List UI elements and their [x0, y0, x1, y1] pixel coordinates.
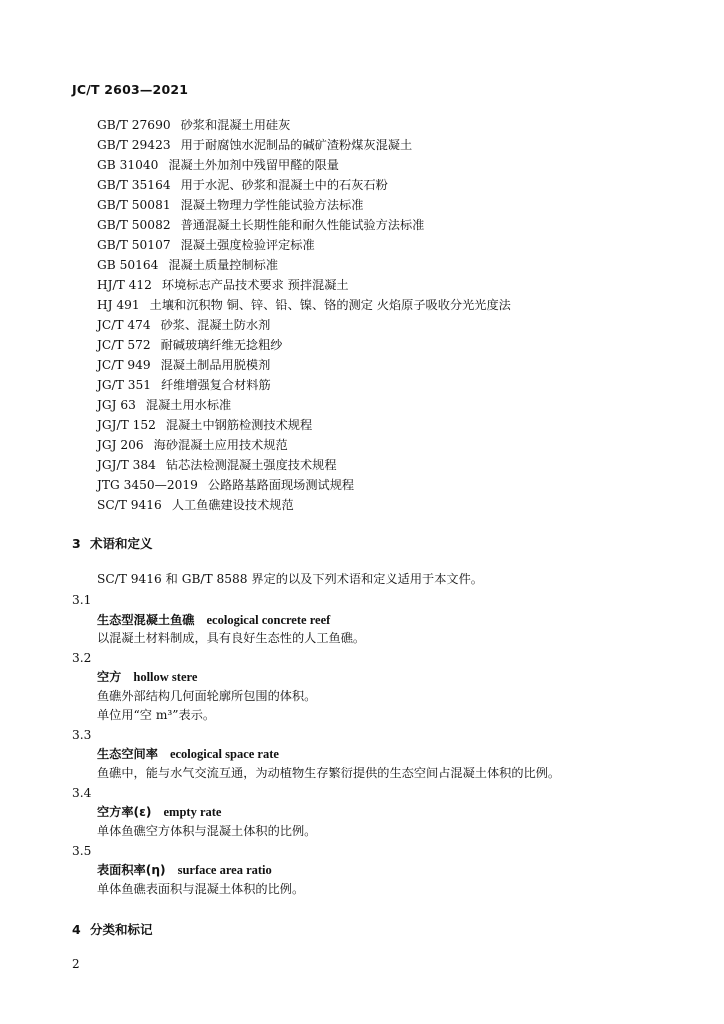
reference-item: [97, 357, 270, 373]
reference-item: [97, 197, 363, 213]
term-en: surface area ratio: [177, 863, 272, 877]
document-code-header: JC/T 2603—2021: [72, 82, 189, 97]
reference-title: 纤维增强复合材料筋: [161, 378, 271, 392]
term-zh: 表面积率(η): [97, 863, 166, 877]
reference-item: [97, 157, 339, 173]
term-zh: 生态空间率: [97, 747, 158, 761]
reference-item: [97, 397, 231, 413]
reference-title: 砂浆和混凝土用硅灰: [180, 118, 291, 132]
reference-item: [97, 297, 511, 313]
term-en: empty rate: [163, 805, 222, 819]
reference-item: [97, 437, 288, 453]
term-heading: [97, 612, 330, 628]
term-heading: [97, 862, 272, 878]
term-en: ecological space rate: [169, 747, 279, 761]
reference-item: [97, 477, 354, 493]
reference-title: 混凝土质量控制标准: [168, 258, 279, 272]
section-intro: SC/T 9416 和 GB/T 8588 界定的以及下列术语和定义适用于本文件。: [97, 572, 483, 586]
reference-code: GB/T 50082: [97, 218, 171, 232]
term-definition: 单体鱼礁表面积与混凝土体积的比例。: [97, 882, 305, 896]
term-definition: 以混凝土材料制成，具有良好生态性的人工鱼礁。: [97, 631, 366, 645]
reference-title: 混凝土强度检验评定标准: [180, 238, 315, 252]
reference-title: 混凝土外加剂中残留甲醛的限量: [168, 158, 339, 172]
section-heading: [72, 534, 153, 552]
reference-item: [97, 237, 315, 253]
reference-item: [97, 497, 294, 513]
reference-item: [97, 337, 282, 353]
term-zh: 空方: [97, 670, 122, 684]
reference-title: 环境标志产品技术要求 预拌混凝土: [161, 278, 349, 292]
term-zh: 空方率(ε): [97, 805, 152, 819]
reference-item: [97, 377, 271, 393]
reference-item: [97, 177, 388, 193]
reference-code: JGJ 206: [97, 438, 144, 452]
reference-item: [97, 217, 424, 233]
reference-item: [97, 457, 337, 473]
reference-item: [97, 417, 312, 433]
term-definition: 鱼礁外部结构几何面轮廓所包围的体积。: [97, 689, 317, 703]
reference-code: JG/T 351: [97, 378, 151, 392]
term-definition: 鱼礁中，能与水气交流互通，为动植物生存繁衍提供的生态空间占混凝土体积的比例。: [97, 766, 561, 780]
reference-title: 耐碱玻璃纤维无捻粗纱: [160, 338, 283, 352]
reference-title: 公路路基路面现场测试规程: [207, 478, 355, 492]
reference-code: JTG 3450—2019: [97, 478, 198, 492]
reference-title: 土壤和沉积物 铜、锌、铅、镍、铬的测定 火焰原子吸收分光光度法: [149, 298, 511, 312]
term-number: 3.2: [72, 651, 92, 665]
reference-title: 普通混凝土长期性能和耐久性能试验方法标准: [180, 218, 425, 232]
reference-code: GB 31040: [97, 158, 159, 172]
reference-code: GB/T 50081: [97, 198, 171, 212]
reference-code: GB/T 27690: [97, 118, 171, 132]
reference-title: 用于耐腐蚀水泥制品的碱矿渣粉煤灰混凝土: [180, 138, 413, 152]
reference-title: 用于水泥、砂浆和混凝土中的石灰石粉: [180, 178, 388, 192]
reference-item: [97, 277, 349, 293]
reference-title: 人工鱼礁建设技术规范: [171, 498, 294, 512]
section-title: 分类和标记: [90, 922, 153, 937]
reference-title: 混凝土制品用脱模剂: [160, 358, 271, 372]
reference-code: JC/T 949: [97, 358, 151, 372]
term-number: 3.3: [72, 728, 92, 742]
reference-code: HJ 491: [97, 298, 140, 312]
section-number: 4: [72, 922, 81, 937]
reference-code: GB/T 29423: [97, 138, 171, 152]
reference-title: 砂浆、混凝土防水剂: [160, 318, 271, 332]
reference-code: GB 50164: [97, 258, 159, 272]
term-definition: 单体鱼礁空方体积与混凝土体积的比例。: [97, 824, 317, 838]
reference-code: HJ/T 412: [97, 278, 152, 292]
reference-title: 混凝土中钢筋检测技术规程: [165, 418, 313, 432]
term-number: 3.4: [72, 786, 92, 800]
reference-code: JGJ/T 384: [97, 458, 156, 472]
reference-code: SC/T 9416: [97, 498, 162, 512]
reference-code: JGJ 63: [97, 398, 136, 412]
term-number: 3.5: [72, 844, 92, 858]
reference-item: [97, 257, 278, 273]
term-definition: 单位用“空 m³”表示。: [97, 708, 216, 722]
reference-code: JGJ/T 152: [97, 418, 156, 432]
term-heading: [97, 746, 279, 762]
reference-code: GB/T 35164: [97, 178, 171, 192]
page-number: 2: [72, 957, 80, 971]
term-heading: [97, 669, 197, 685]
reference-title: 海砂混凝土应用技术规范: [153, 438, 288, 452]
reference-code: JC/T 572: [97, 338, 151, 352]
section-number: 3: [72, 536, 81, 551]
reference-item: [97, 137, 412, 153]
reference-title: 钻芯法检测混凝土强度技术规程: [165, 458, 337, 472]
reference-item: [97, 117, 290, 133]
term-zh: 生态型混凝土鱼礁: [97, 613, 195, 627]
reference-title: 混凝土用水标准: [145, 398, 232, 412]
reference-code: JC/T 474: [97, 318, 151, 332]
section-title: 术语和定义: [90, 536, 153, 551]
reference-title: 混凝土物理力学性能试验方法标准: [180, 198, 364, 212]
reference-item: [97, 317, 270, 333]
term-heading: [97, 804, 221, 820]
reference-code: GB/T 50107: [97, 238, 171, 252]
term-number: 3.1: [72, 593, 92, 607]
term-en: ecological concrete reef: [206, 613, 331, 627]
section-heading: [72, 920, 153, 938]
term-en: hollow stere: [133, 670, 198, 684]
